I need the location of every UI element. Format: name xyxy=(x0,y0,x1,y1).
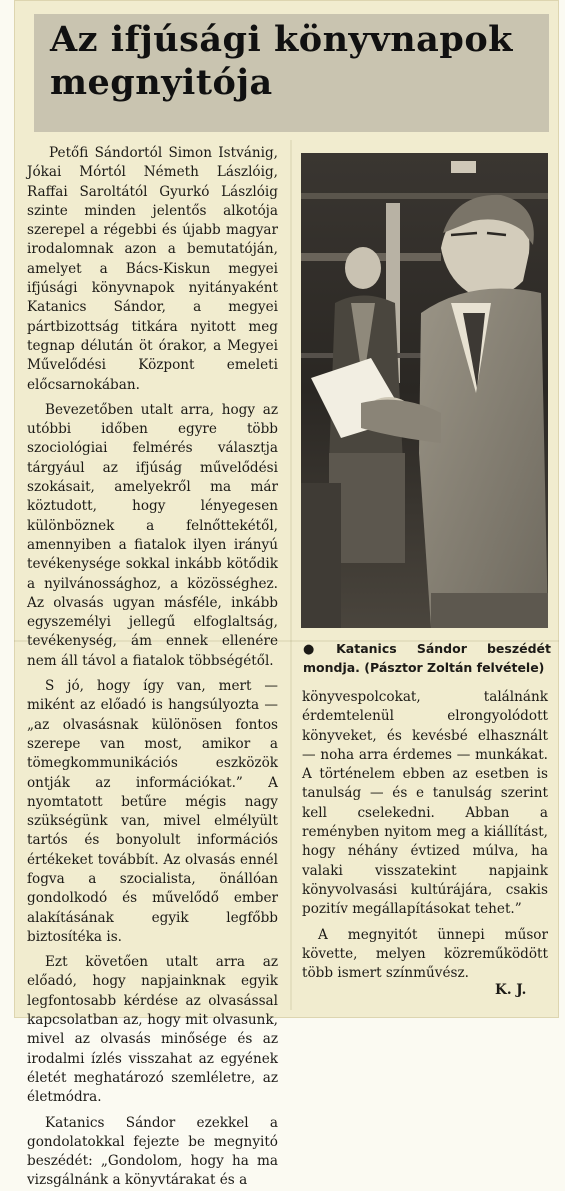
article-photo xyxy=(301,153,548,628)
paper-fold xyxy=(290,140,292,1010)
article-left-column xyxy=(27,144,278,1191)
article-paragraph: A megnyitót ünnepi műsor követte, melyen közreműködött több ismert színművész. xyxy=(302,926,548,982)
headline-line-1: Az ifjúsági könyvnapok xyxy=(50,19,513,60)
article-right-column xyxy=(302,688,548,983)
article-paragraph: Ezt követően utalt arra az előadó, hogy napjainknak egyik legfontosabb kérdése az olvasással kapcsolatban az, hogy mit olvasunk, mivel az olvasás minősége és az irodalmi ízlés visszahat az egyének életét meghatározó szemléletre, az életmódra. xyxy=(27,954,278,1106)
caption-bullet: ● xyxy=(303,642,331,657)
author-signature: K. J. xyxy=(495,982,527,998)
article-paragraph: Katanics Sándor ezekkel a gondolatokkal fejezte be megnyitó beszédét: „Gondolom, hogy ha ma vizsgálnánk a könyvtárakat és a xyxy=(27,1114,278,1189)
article-paragraph: Petőfi Sándortól Simon Istvánig, Jókai Mórtól Németh Lászlóig, Raffai Saroltától Gyurkó Lászlóig szinte minden jelentős alkotója szerepel a régebbi és újabb magyar irodalomnak azon a bemutatóján, amelyet a Bács-Kiskun megyei ifjúsági könyvnapok nyitányaként Katanics Sándor, a megyei pártbizottság titkára nyitott meg tegnap délután öt órakor, a Megyei Művelődési Központ emeleti előcsarnokában. xyxy=(27,145,278,393)
headline-line-2: megnyitója xyxy=(50,62,273,103)
article-paragraph: S jó, hogy így van, mert — miként az előadó is hangsúlyozta — „az olvasásnak különösen fontos szerepe van most, amikor a tömegkommunikációs eszközök ontják az információkat.” A nyomtatott betűre mégis nagy szükségünk van, mivel elmélyült tartós és bonyolult információs értékeket továbbít. Az olvasás ennél fogva a szocialista, önállóan gondolkodó és művelődő ember alakításának egyik legfőbb biztosítéka is. xyxy=(27,678,278,945)
photo-caption xyxy=(303,640,551,677)
article-paragraph: könyvespolcokat, találnánk érdemtelenül elrongyolódott könyveket, és kevésbé elhasznált — noha arra érdemes — munkákat. A történelem ebben az esetben is tanulság — és e tanulság szerint kell cselekedni. Abban a reményben nyitom meg a kiállítást, hogy néhány évtized múlva, ha valaki visszatekint napjaink könyvolvasási kultúrájára, csakis pozitív megállapításokat tehet.” xyxy=(302,689,548,918)
article-headline xyxy=(50,18,540,104)
article-paragraph: Bevezetőben utalt arra, hogy az utóbbi időben egyre több szociológiai felmérés választja tárgyául az ifjúság művelődési szokásait, amelyekről ma már köztudott, hogy lényegesen különböznek a felnőttekétől, amennyiben a fiatalok ilyen irányú tevékenysége sokkal inkább kötődik a nyilvánossághoz, a közösséghez. Az olvasás ugyan másféle, inkább egyszemélyi jellegű elfoglaltság, tevékenység, ám ennek ellenére nem áll távol a fiatalok többségétől. xyxy=(27,401,278,669)
caption-text: Katanics Sándor beszédét mondja. (Pásztor Zoltán felvétele) xyxy=(303,641,552,675)
speaker-photo-illustration xyxy=(301,153,548,628)
